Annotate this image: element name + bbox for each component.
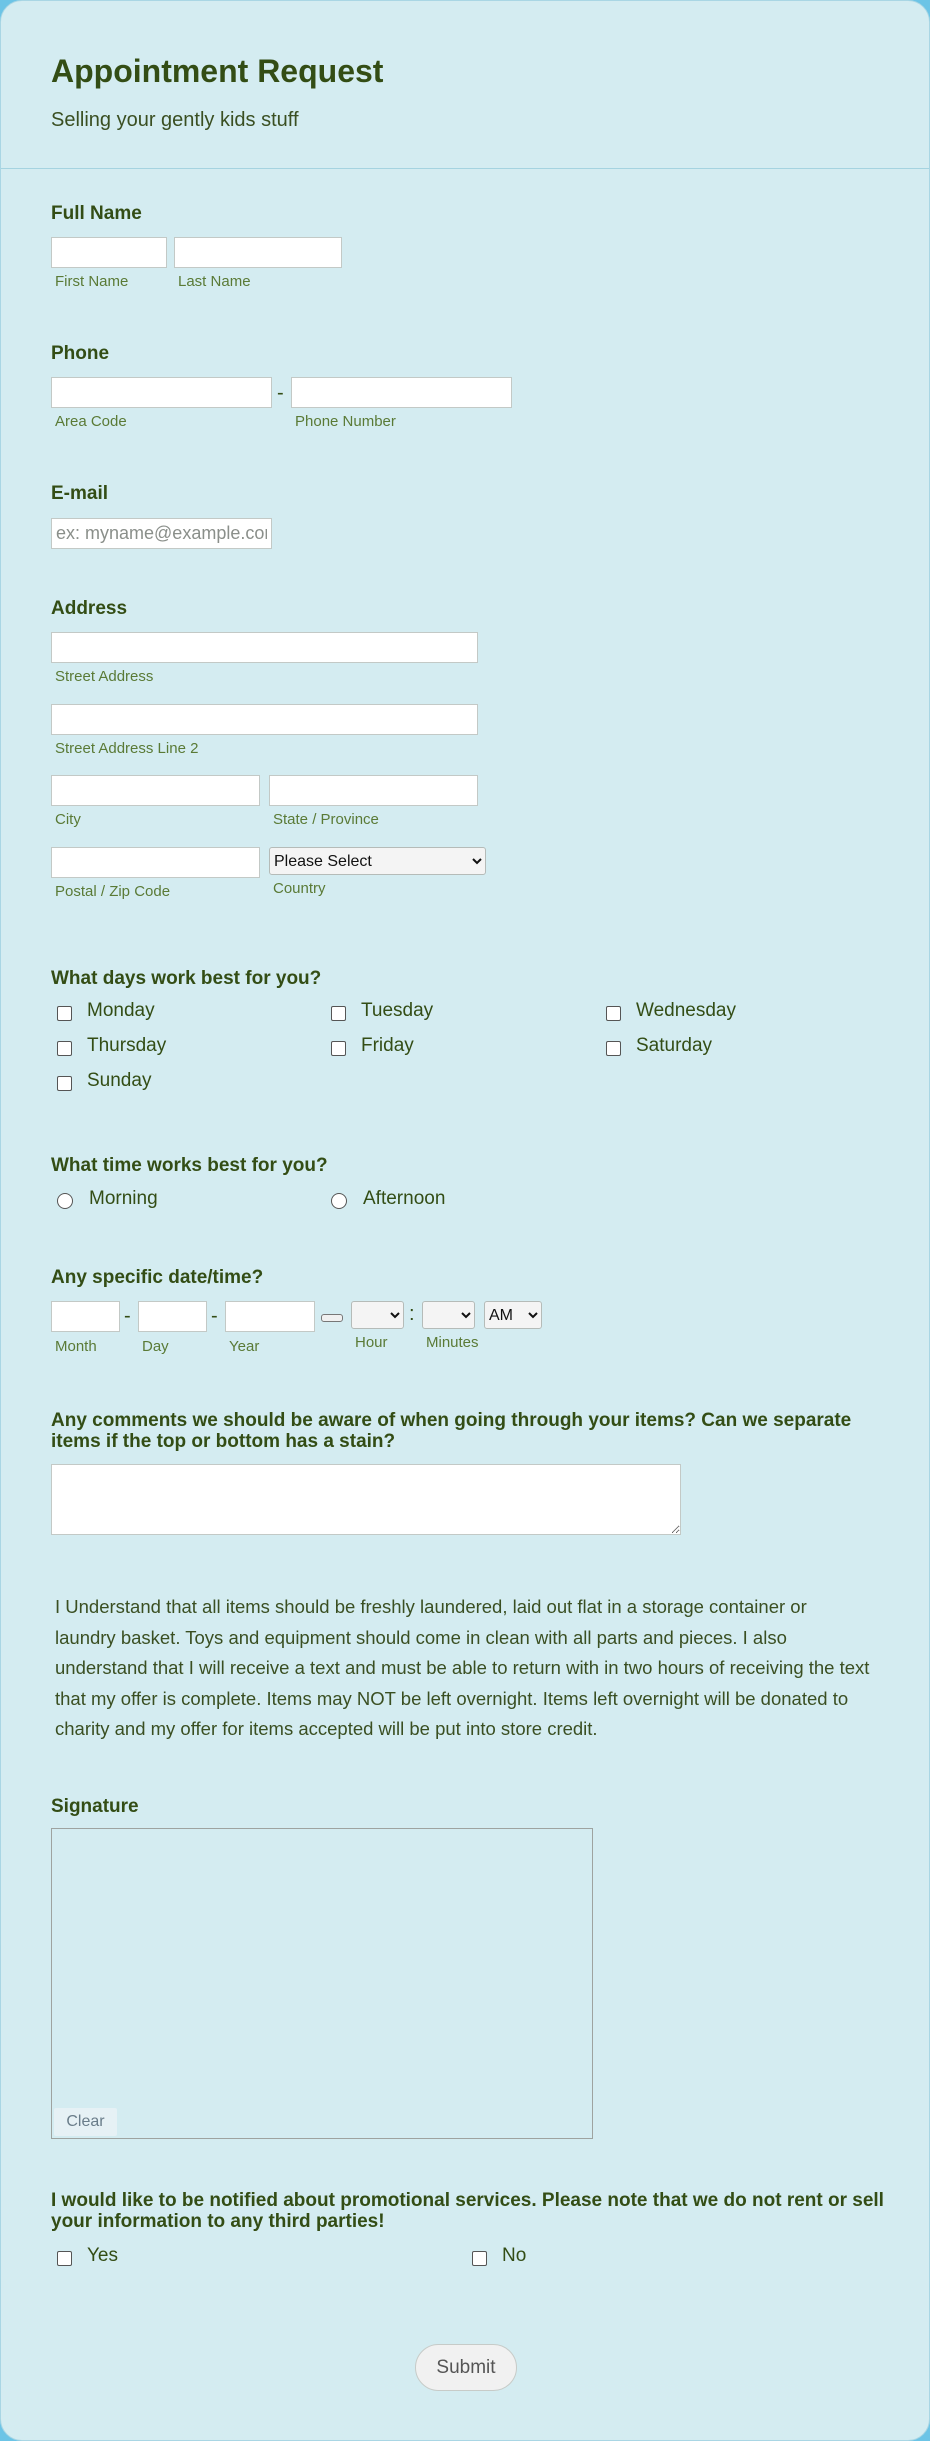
option-yes-label: Yes xyxy=(87,2245,118,2266)
postal-code-input[interactable] xyxy=(51,847,260,878)
option-no-label: No xyxy=(502,2245,527,2266)
last-name-input[interactable] xyxy=(174,237,342,268)
submit-button[interactable]: Submit xyxy=(415,2344,517,2391)
promo-label: I would like to be notified about promotional services. Please note that we do not rent or sell your information to any third parties! xyxy=(51,2190,884,2232)
street-address-2-input[interactable] xyxy=(51,704,478,735)
phone-separator: - xyxy=(277,382,284,404)
country-sublabel: Country xyxy=(273,880,326,897)
month-input[interactable] xyxy=(51,1301,120,1332)
hour-select[interactable] xyxy=(351,1301,404,1329)
header-divider xyxy=(1,168,929,169)
address-label: Address xyxy=(51,598,128,619)
signature-pad[interactable] xyxy=(51,1828,593,2139)
signature-label: Signature xyxy=(51,1796,139,1817)
option-friday-label: Friday xyxy=(361,1035,414,1056)
date-separator-2: - xyxy=(211,1305,218,1327)
calendar-picker-icon[interactable] xyxy=(321,1314,343,1322)
checkbox-monday[interactable] xyxy=(57,1006,72,1021)
first-name-sublabel: First Name xyxy=(55,273,129,290)
city-sublabel: City xyxy=(55,811,81,828)
checkbox-thursday[interactable] xyxy=(57,1041,72,1056)
datetime-label: Any specific date/time? xyxy=(51,1267,264,1288)
email-label: E-mail xyxy=(51,483,109,504)
month-sublabel: Month xyxy=(55,1338,97,1355)
checkbox-no[interactable] xyxy=(472,2251,487,2266)
checkbox-sunday[interactable] xyxy=(57,1076,72,1091)
page-title: Appointment Request xyxy=(51,53,384,89)
email-input[interactable] xyxy=(51,518,272,549)
last-name-sublabel: Last Name xyxy=(178,273,251,290)
minutes-select[interactable] xyxy=(422,1301,475,1329)
option-morning-label: Morning xyxy=(89,1188,158,1209)
time-separator: : xyxy=(409,1303,415,1325)
date-separator-1: - xyxy=(124,1305,131,1327)
state-input[interactable] xyxy=(269,775,478,806)
option-saturday-label: Saturday xyxy=(636,1035,713,1056)
time-label: What time works best for you? xyxy=(51,1155,328,1176)
minutes-sublabel: Minutes xyxy=(426,1334,479,1351)
area-code-sublabel: Area Code xyxy=(55,413,127,430)
phone-number-input[interactable] xyxy=(291,377,512,408)
year-sublabel: Year xyxy=(229,1338,260,1355)
day-input[interactable] xyxy=(138,1301,207,1332)
terms-text: I Understand that all items should be freshly laundered, laid out flat in a storage container or laundry basket. Toys and equipment should come in clean with all parts and pieces. I also understand that I will receive a text and must be able to return with in two hours of receiving the text that my offer is complete. Items may NOT be left overnight. Items left overnight will be donated to charity and my offer for items accepted will be put into store credit. xyxy=(55,1596,870,1739)
checkbox-yes[interactable] xyxy=(57,2251,72,2266)
hour-sublabel: Hour xyxy=(355,1334,388,1351)
radio-morning[interactable] xyxy=(57,1193,73,1209)
full-name-label: Full Name xyxy=(51,203,142,224)
radio-afternoon[interactable] xyxy=(331,1193,347,1209)
page-subtitle: Selling your gently kids stuff xyxy=(51,109,299,131)
checkbox-tuesday[interactable] xyxy=(331,1006,346,1021)
phone-number-sublabel: Phone Number xyxy=(295,413,396,430)
option-afternoon-label: Afternoon xyxy=(363,1188,446,1209)
area-code-input[interactable] xyxy=(51,377,272,408)
phone-label: Phone xyxy=(51,343,110,364)
ampm-select[interactable] xyxy=(484,1301,542,1329)
checkbox-friday[interactable] xyxy=(331,1041,346,1056)
option-sunday-label: Sunday xyxy=(87,1070,152,1091)
clear-signature-button[interactable]: Clear xyxy=(54,2108,117,2136)
option-monday-label: Monday xyxy=(87,1000,155,1021)
checkbox-saturday[interactable] xyxy=(606,1041,621,1056)
day-sublabel: Day xyxy=(142,1338,169,1355)
option-wednesday-label: Wednesday xyxy=(636,1000,736,1021)
days-label: What days work best for you? xyxy=(51,968,322,989)
option-thursday-label: Thursday xyxy=(87,1035,167,1056)
country-select[interactable] xyxy=(269,847,486,875)
first-name-input[interactable] xyxy=(51,237,167,268)
option-tuesday-label: Tuesday xyxy=(361,1000,434,1021)
checkbox-wednesday[interactable] xyxy=(606,1006,621,1021)
state-sublabel: State / Province xyxy=(273,811,379,828)
street-address-input[interactable] xyxy=(51,632,478,663)
year-input[interactable] xyxy=(225,1301,315,1332)
comments-label: Any comments we should be aware of when going through your items? Can we separate items if the top or bottom has a stain? xyxy=(51,1410,852,1452)
street-address-sublabel: Street Address xyxy=(55,668,154,685)
street-address-2-sublabel: Street Address Line 2 xyxy=(55,740,199,757)
comments-textarea[interactable] xyxy=(51,1464,681,1535)
postal-code-sublabel: Postal / Zip Code xyxy=(55,883,171,900)
city-input[interactable] xyxy=(51,775,260,806)
